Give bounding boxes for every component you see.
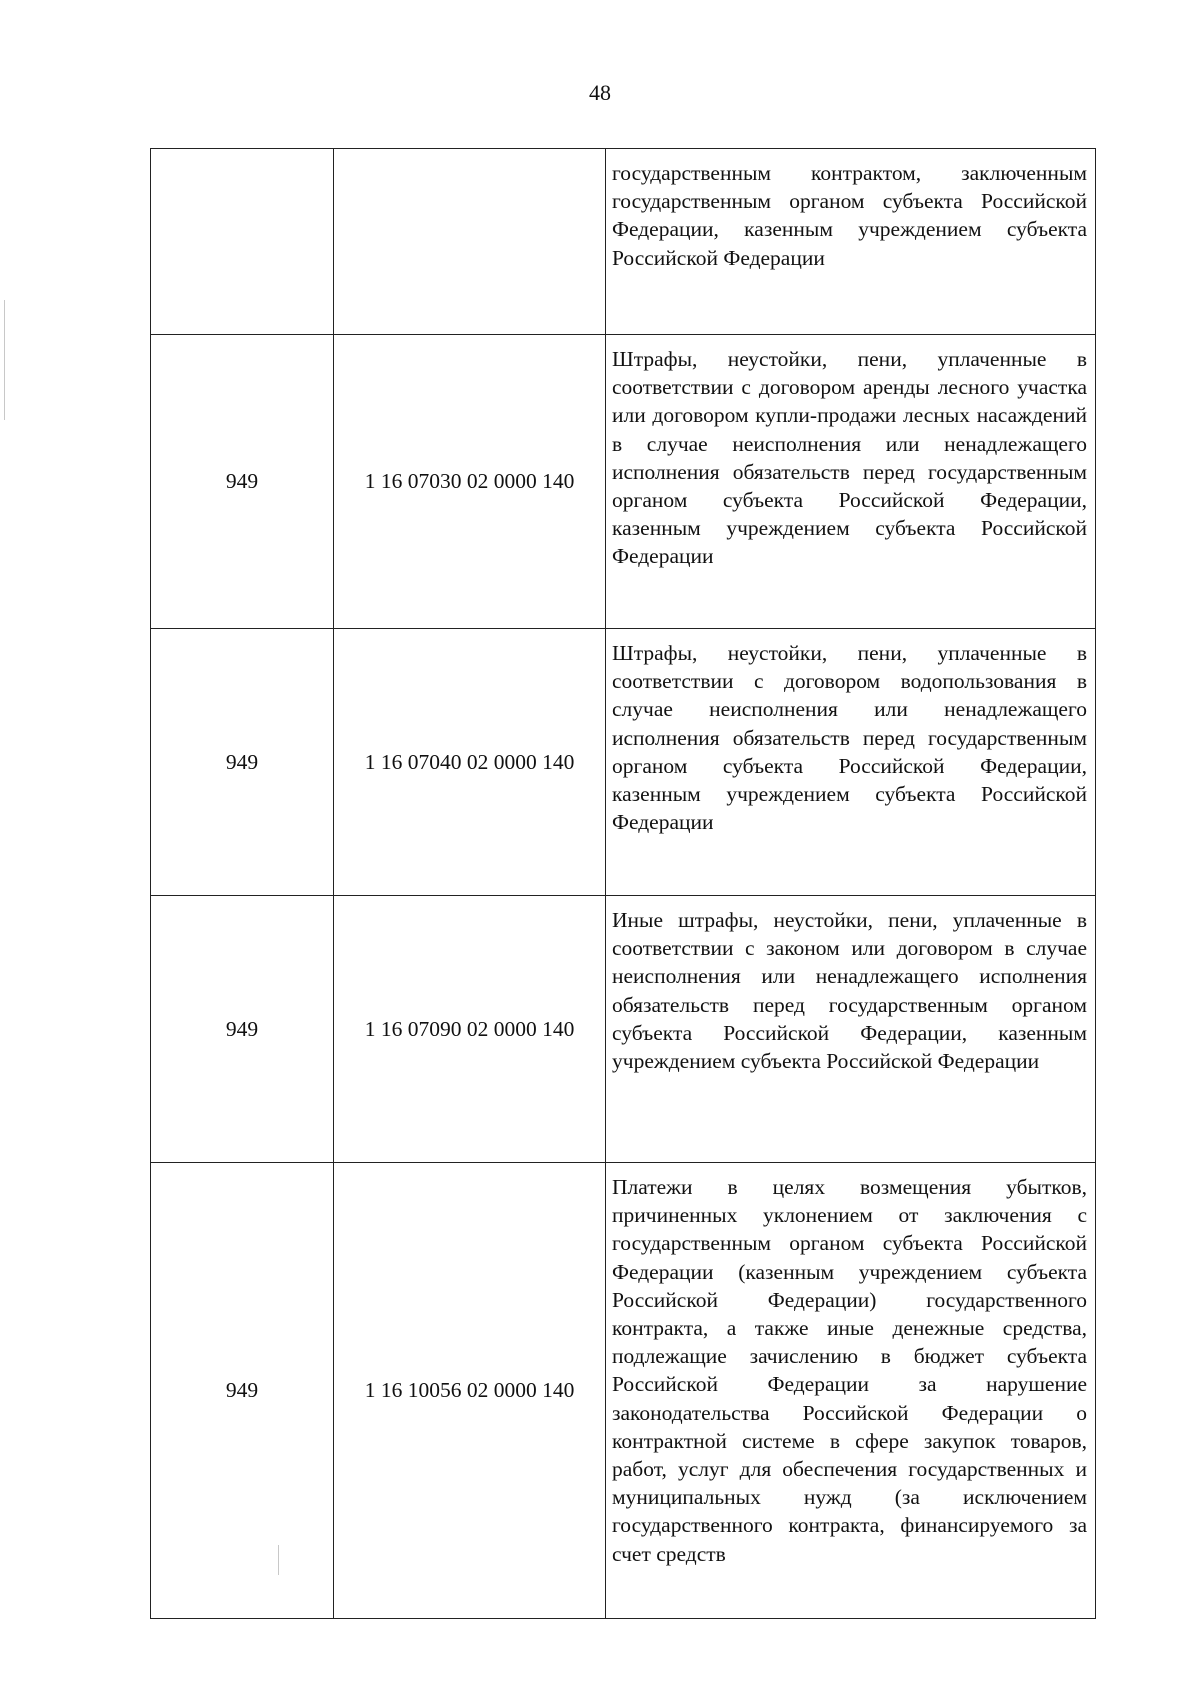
budget-code-cell	[334, 149, 606, 335]
table-row	[151, 335, 1096, 629]
description-cell: Иные штрафы, неустойки, пени, уплаченные в соответствии с законом или договором в случае неисполнения или ненадлежащего исполнения обязательств перед государственным органом субъекта Российской Федерации, казенным учреждением субъекта Российской Федерации	[606, 896, 1096, 1163]
admin-code-cell: 949	[151, 1163, 334, 1619]
description-cell: Штрафы, неустойки, пени, уплаченные в соответствии с договором аренды лесного участка или договором купли-продажи лесных насаждений в случае неисполнения или ненадлежащего исполнения обязательств перед государственным органом субъекта Российской Федерации, казенным учреждением субъекта Российской Федерации	[606, 335, 1096, 629]
budget-codes-table	[150, 148, 1096, 1619]
budget-code-cell: 1 16 07030 02 0000 140	[334, 335, 606, 629]
table-row	[151, 896, 1096, 1163]
page-number: 48	[589, 80, 611, 105]
admin-code-cell: 949	[151, 335, 334, 629]
table-row	[151, 149, 1096, 335]
budget-code-cell: 1 16 07040 02 0000 140	[334, 629, 606, 896]
admin-code-cell: 949	[151, 896, 334, 1163]
description-cell: Штрафы, неустойки, пени, уплаченные в соответствии с договором водопользования в случае неисполнения или ненадлежащего исполнения обязательств перед государственным органом субъекта Российской Федерации, казенным учреждением субъекта Российской Федерации	[606, 629, 1096, 896]
description-cell: Платежи в целях возмещения убытков, причиненных уклонением от заключения с государственным органом субъекта Российской Федерации (казенным учреждением субъекта Российской Федерации) государственного контракта, а также иные денежные средства, подлежащие зачислению в бюджет субъекта Российской Федерации за нарушение законодательства Российской Федерации о контрактной системе в сфере закупок товаров, работ, услуг для обеспечения государственных и муниципальных нужд (за исключением государственного контракта, финансируемого за счет средств	[606, 1163, 1096, 1619]
budget-code-cell: 1 16 10056 02 0000 140	[334, 1163, 606, 1619]
admin-code-cell: 949	[151, 629, 334, 896]
scan-margin-line	[4, 300, 5, 420]
admin-code-cell	[151, 149, 334, 335]
table-row	[151, 629, 1096, 896]
budget-code-cell: 1 16 07090 02 0000 140	[334, 896, 606, 1163]
description-cell: государственным контрактом, заключенным государственным органом субъекта Российской Федерации, казенным учреждением субъекта Российской Федерации	[606, 149, 1096, 335]
table-row	[151, 1163, 1096, 1619]
scan-margin-line	[278, 1545, 279, 1575]
